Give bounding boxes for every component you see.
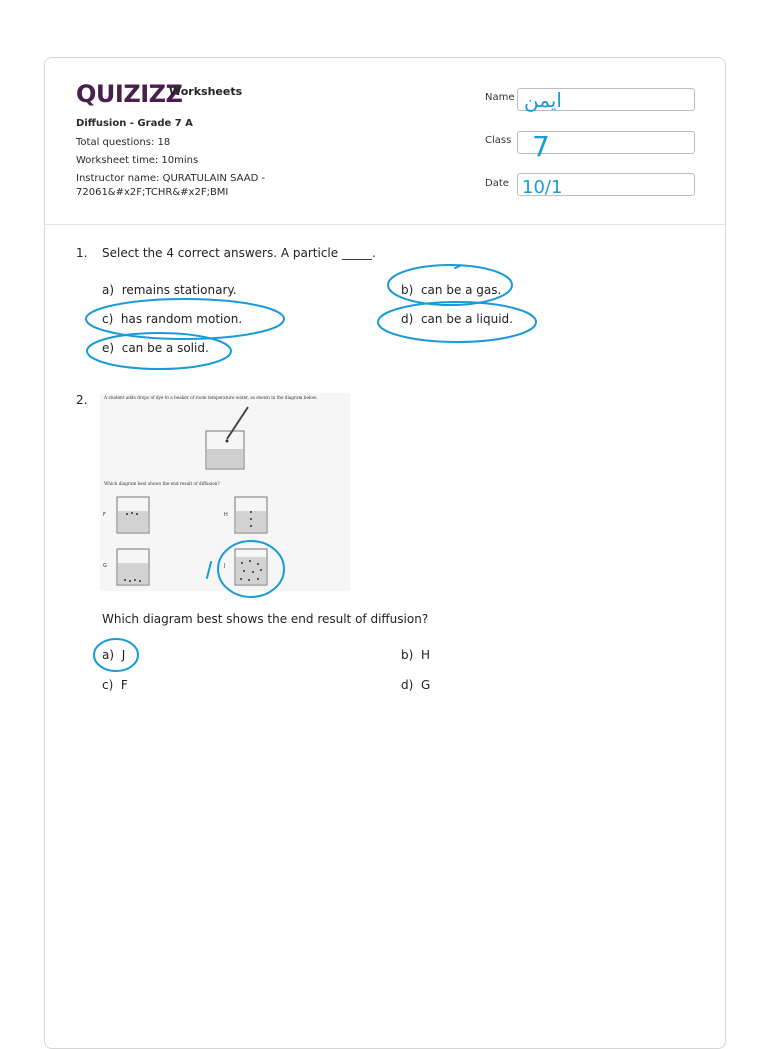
option-letter: c) xyxy=(102,678,114,692)
option-letter: d) xyxy=(401,312,414,326)
figure-caption-mid: Which diagram best shows the end result of diffusion? xyxy=(104,481,220,486)
handwritten-date: 10/1 xyxy=(522,177,563,198)
option-text: can be a gas. xyxy=(420,283,502,297)
beaker-j xyxy=(235,549,267,585)
class-label: Class xyxy=(485,135,512,146)
beaker-with-dropper xyxy=(206,407,248,469)
worksheet-header xyxy=(45,58,725,225)
total-questions: Total questions: 18 xyxy=(76,137,171,148)
date-label: Date xyxy=(485,178,509,189)
option-text: remains stationary. xyxy=(121,283,237,297)
option-text: can be a solid. xyxy=(121,341,209,355)
quizizz-logo: QUIZIZZ xyxy=(76,80,183,108)
option-text: G xyxy=(420,678,431,692)
option-text: has random motion. xyxy=(120,312,243,326)
q1-option-a[interactable] xyxy=(102,283,237,297)
question-2-text: Which diagram best shows the end result of diffusion? xyxy=(102,612,429,626)
q1-option-b[interactable] xyxy=(401,283,501,297)
handwritten-class: 7 xyxy=(532,130,550,163)
worksheet-title: Diffusion - Grade 7 A xyxy=(76,118,193,129)
option-letter: b) xyxy=(401,648,414,662)
q2-option-d[interactable] xyxy=(401,678,430,692)
q1-option-d[interactable] xyxy=(401,312,513,326)
question-1-text: Select the 4 correct answers. A particle _____. xyxy=(102,246,376,260)
name-field[interactable] xyxy=(517,88,695,111)
option-letter: d) xyxy=(401,678,414,692)
option-letter: a) xyxy=(102,283,115,297)
diffusion-diagram-svg xyxy=(100,393,350,591)
q2-option-a[interactable] xyxy=(102,648,125,662)
label-h: H xyxy=(224,512,228,518)
label-j: J xyxy=(224,563,226,569)
option-letter: e) xyxy=(102,341,115,355)
question-2-number: 2. xyxy=(76,393,88,407)
logo-subtitle: Worksheets xyxy=(169,85,243,98)
beaker-f xyxy=(117,497,149,533)
option-text: H xyxy=(420,648,430,662)
q1-option-e[interactable] xyxy=(102,341,209,355)
question-1-number: 1. xyxy=(76,246,88,260)
figure-caption-top: A student adds drops of dye to a beaker of room temperature water, as shown in the diagram below. xyxy=(104,395,318,400)
label-g: G xyxy=(103,563,107,569)
class-field[interactable] xyxy=(517,131,695,154)
beaker-g xyxy=(117,549,149,585)
option-text: J xyxy=(121,648,126,662)
handwritten-name: ایمن xyxy=(524,88,562,112)
q1-option-c[interactable] xyxy=(102,312,242,326)
option-text: can be a liquid. xyxy=(420,312,513,326)
date-field[interactable] xyxy=(517,173,695,196)
option-letter: c) xyxy=(102,312,114,326)
q2-option-c[interactable] xyxy=(102,678,128,692)
diffusion-diagram-image xyxy=(100,393,350,591)
q2-option-b[interactable] xyxy=(401,648,430,662)
option-letter: b) xyxy=(401,283,414,297)
instructor-name: Instructor name: QURATULAIN SAAD - 72061&#x2F;TCHR&#x2F;BMI xyxy=(76,173,266,198)
option-letter: a) xyxy=(102,648,115,662)
beaker-h xyxy=(235,497,267,533)
name-label: Name xyxy=(485,92,515,103)
option-text: F xyxy=(120,678,128,692)
worksheet-time: Worksheet time: 10mins xyxy=(76,155,199,166)
label-f: F xyxy=(103,512,106,518)
